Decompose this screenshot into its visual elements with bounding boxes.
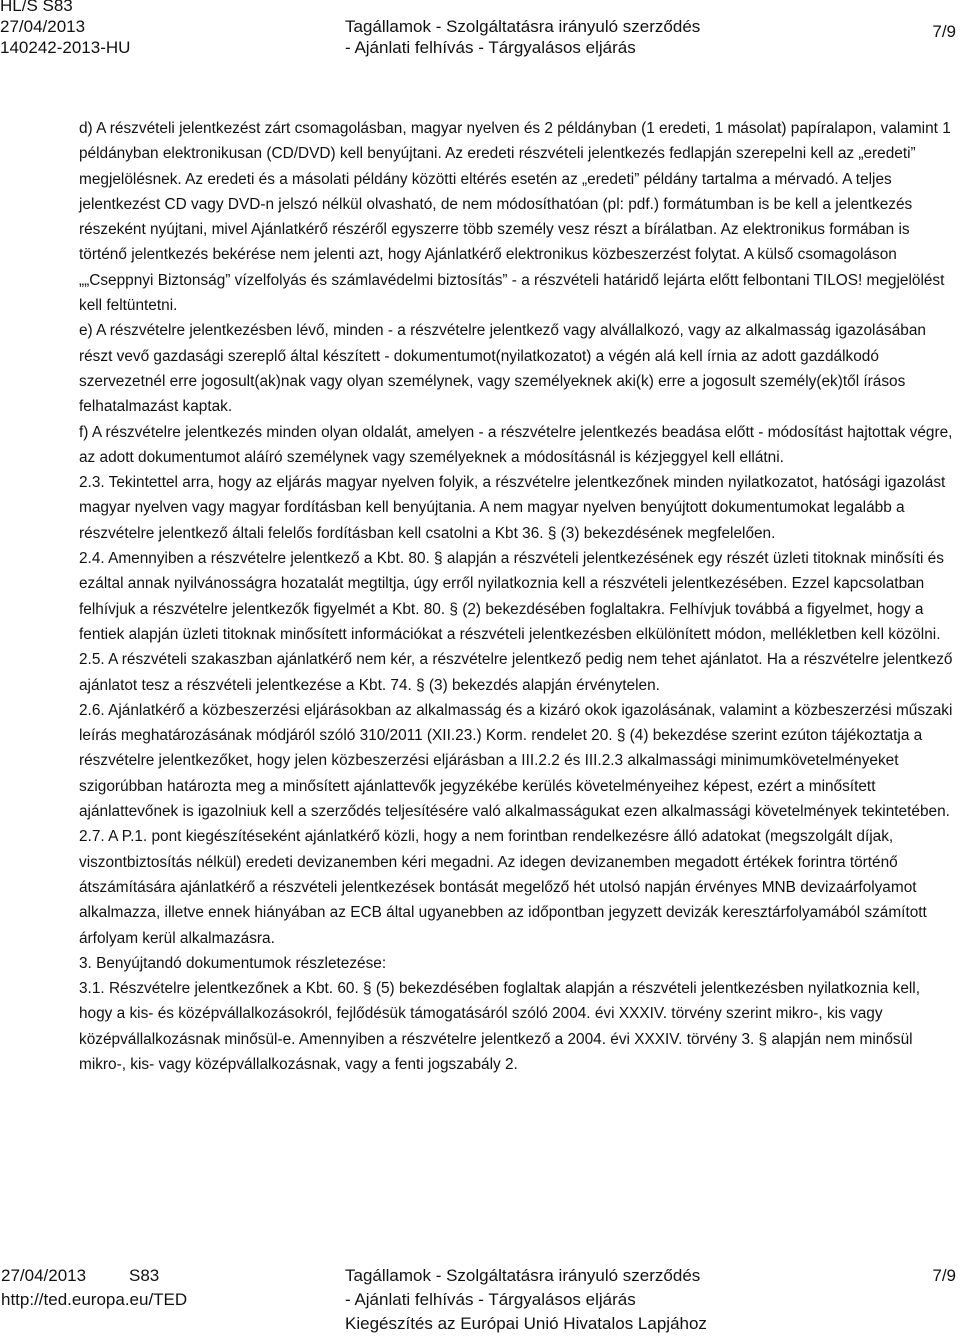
header-page-number: 7/9 — [932, 22, 956, 41]
footer-title — [345, 1264, 707, 1336]
header-title-line1: Tagállamok - Szolgáltatásra irányuló szerződés — [345, 17, 701, 36]
footer-title-line1: Tagállamok - Szolgáltatásra irányuló szerződés — [345, 1266, 701, 1285]
footer-title-line3: Kiegészítés az Európai Unió Hivatalos Lapjához — [345, 1314, 707, 1333]
footer-title-line2: - Ajánlati felhívás - Tárgyalásos eljárás — [345, 1290, 636, 1309]
paragraph-2-6: 2.6. Ajánlatkérő a közbeszerzési eljárásokban az alkalmasság és a kizáró okok igazolásának, valamint a közbeszerzési műszaki leírás meghatározásának módjáról szóló 310/2011 (XII.23.) Korm. rendelet 20. § (4) bekezdése szerint ezúton tájékoztatja a részvételre jelentkezőket, hogy jelen közbeszerzési eljárásban a III.2.2 és III.2.3 alkalmassági minimumkövetelményeket szigorúbban határozta meg a minősített ajánlattevők jegyzékébe kerülés követelményeihez képest, ezért a minősített ajánlattevőnek is igazolniuk kell a szerződés teljesítésére való alkalmasságukat ezen alkalmassági követelmények tekintetében. — [79, 701, 953, 821]
paragraph-f: f) A részvételre jelentkezés minden olyan oldalát, amelyen - a részvételre jelentkezés beadása előtt - módosítást hajtottak végre, az adott dokumentumot aláíró személynek vagy személyeknek a módosításnál is kézjeggyel kell ellátni. — [79, 423, 953, 466]
doc-id: HL/S S83 — [0, 0, 73, 15]
header-date: 27/04/2013 — [0, 17, 86, 36]
footer-page-number: 7/9 — [932, 1266, 956, 1285]
paragraph-d: d) A részvételi jelentkezést zárt csomagolásban, magyar nyelven és 2 példányban (1 eredeti, 1 másolat) papíralapon, valamint 1 példányban elektronikusan (CD/DVD) kell benyújtani. Az eredeti részvételi jelentkezés fedlapján szerepelni kell az „eredeti” megjelölésnek. Az eredeti és a másolati példány közötti eltérés esetén az „eredeti” példány tartalma a mérvadó. A teljes jelentkezést CD vagy DVD-n jelszó nélkül olvasható, de nem módosíthatóan (pl: pdf.) formátumban is be kell a jelentkezés részeként nyújtani, mivel Ajánlatkérő részéről egyszerre több személy vesz részt a bírálatban. Az elektronikus formában is történő jelentkezés bekérése nem jelenti azt, hogy Ajánlatkérő elektronikus közbeszerzést folytat. A külső csomagoláson „„Cseppnyi Biztonság” vízelfolyás és számlavédelmi biztosítás” - a részvételi határidő lejárta előtt felbontani TILOS! megjelölést kell feltüntetni. — [79, 120, 951, 315]
footer-series: S83 — [129, 1266, 160, 1285]
header-left — [0, 0, 130, 58]
footer-date: 27/04/2013 — [1, 1266, 87, 1285]
notice-number: 140242-2013-HU — [0, 38, 131, 57]
paragraph-2-4: 2.4. Amennyiben a részvételre jelentkező a Kbt. 80. § alapján a részvételi jelentkezésének egy részét üzleti titoknak minősíti és ezáltal annak nyilvánosságra hozatalát megtiltja, úgy erről nyilatkoznia kell a részvételi jelentkezésében. Ezzel kapcsolatban felhívjuk a részvételre jelentkezők figyelmét a Kbt. 80. § (2) bekezdésében foglaltakra. Felhívjuk továbbá a figyelmet, hogy a fentiek alapján üzleti titoknak minősített információkat a részvételi jelentkezésben elkülönített módon, mellékletben kell közölni. — [79, 550, 944, 643]
paragraph-2-5: 2.5. A részvételi szakaszban ajánlatkérő nem kér, a részvételre jelentkező pedig nem tehet ajánlatot. Ha a részvételre jelentkező ajánlatot tesz a részvételi jelentkezése a Kbt. 74. § (3) bekezdés alapján érvénytelen. — [79, 651, 953, 694]
header-title-line2: - Ajánlati felhívás - Tárgyalásos eljárás — [345, 38, 636, 57]
paragraph-2-3: 2.3. Tekintettel arra, hogy az eljárás magyar nyelven folyik, a részvételre jelentkezőnek minden nyilatkozatot, hatósági igazolást magyar nyelven vagy magyar fordításban kell benyújtania. A nem magyar nyelven benyújtott dokumentumokat legalább a részvételre jelentkező általi felelős fordításban kell csatolni a Kbt 36. § (3) bekezdésének megfelelően. — [79, 474, 946, 542]
paragraph-2-7: 2.7. A P.1. pont kiegészítéseként ajánlatkérő közli, hogy a nem forintban rendelkezésre álló adatokat (megszolgált díjak, viszontbiztosítás nélkül) eredeti devizanemben kéri megadni. Az idegen devizanemben megadott értékek forintra történő átszámítására ajánlatkérő a részvételi jelentkezések bontását megelőző hét utolsó napján érvényes MNB devizaárfolyamot alkalmazza, illetve ennek hiányában az ECB által ugyanebben az időpontban jegyzett devizák keresztárfolyamából számított árfolyam kerül alkalmazásra. — [79, 828, 927, 947]
paragraph-e: e) A részvételre jelentkezésben lévő, minden - a részvételre jelentkező vagy alvállalkozó, vagy az alkalmasság igazolásában részt vevő gazdasági szereplő által készített - dokumentumot(nyilatkozatot) a végén alá kell írnia az adott gazdálkodó szervezetnél erre jogosult(ak)nak vagy olyan személynek, vagy személyeknek aki(k) erre a jogosult személy(ek)től írásos felhatalmazást kaptak. — [79, 322, 926, 416]
paragraph-3-1: 3.1. Részvételre jelentkezőnek a Kbt. 60. § (5) bekezdésében foglaltak alapján a részvételi jelentkezésben nyilatkoznia kell, hogy a kis- és középvállalkozásokról, fejlődésük támogatásáról szóló 2004. évi XXXIV. törvény szerint mikro-, kis vagy középvállalkozásnak minősül-e. Amennyiben a részvételre jelentkező a 2004. évi XXXIV. törvény 3. § alapján nem minősül mikro-, kis- vagy középvállalkozásnak, vagy a fenti jogszabály 2. — [79, 980, 920, 1073]
paragraph-3: 3. Benyújtandó dokumentumok részletezése: — [79, 954, 387, 972]
document-body — [79, 116, 955, 1077]
footer-url[interactable]: http://ted.europa.eu/TED — [1, 1290, 188, 1309]
header-title — [345, 16, 700, 58]
